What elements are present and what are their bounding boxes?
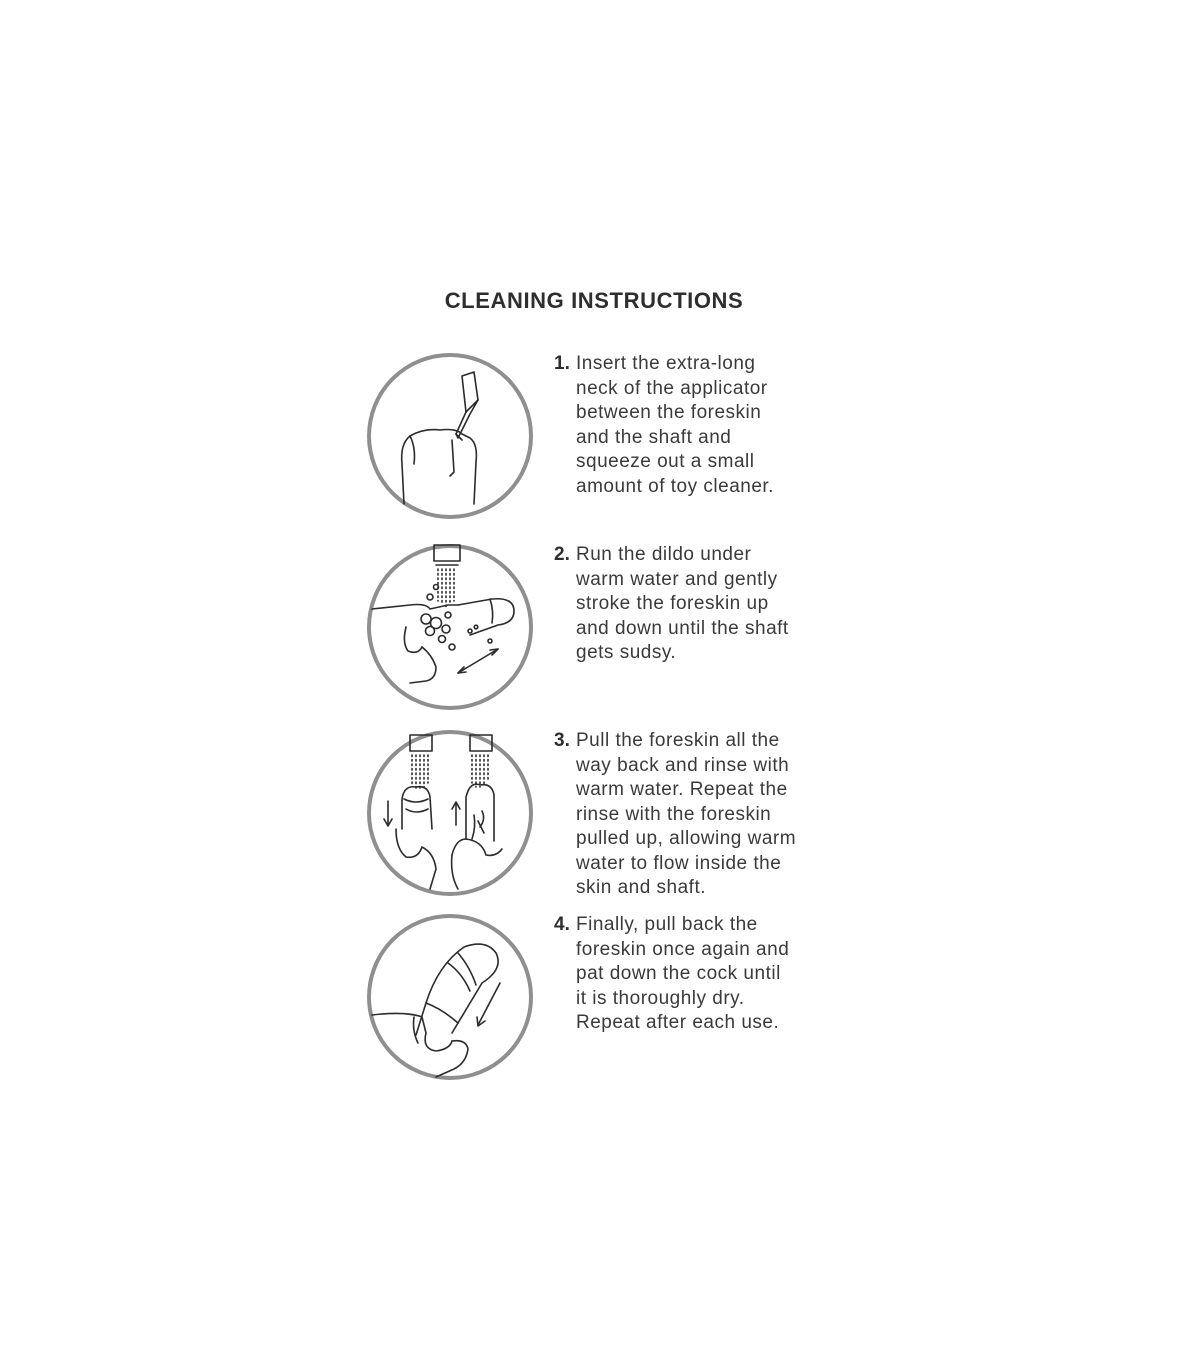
- step-line: squeeze out a small: [576, 451, 755, 472]
- step-line: and down until the shaft: [576, 617, 789, 639]
- step-number: 1.: [554, 353, 570, 374]
- page-title: CLEANING INSTRUCTIONS: [444, 288, 744, 313]
- step-line: pat down the cock until: [576, 963, 781, 984]
- step-line: warm water and gently: [576, 568, 778, 590]
- step-line: way back and rinse with: [576, 754, 790, 776]
- pat-dry-illustration: [366, 913, 534, 1081]
- step-line: it is thoroughly dry.: [576, 987, 745, 1009]
- step-text: [576, 543, 836, 666]
- step-line: foreskin once again and: [576, 938, 790, 960]
- step-line: Finally, pull back the: [576, 914, 758, 935]
- step-line: water to flow inside the: [576, 852, 782, 874]
- step-line: gets sudsy.: [576, 642, 677, 663]
- step-line: stroke the foreskin up: [576, 593, 769, 614]
- step-text: [576, 352, 836, 499]
- step-line: Insert the extra-long: [576, 353, 756, 374]
- step-line: skin and shaft.: [576, 877, 707, 898]
- step-line: Repeat after each use.: [576, 1012, 780, 1033]
- step-line: between the foreskin: [576, 402, 762, 423]
- step-text: [576, 913, 836, 1036]
- rinse-foreskin-illustration: [366, 729, 534, 897]
- step-line: neck of the applicator: [576, 377, 768, 399]
- step-line: pulled up, allowing warm: [576, 828, 797, 849]
- step-number: 3.: [554, 730, 570, 751]
- applicator-insert-illustration: [366, 352, 534, 520]
- wash-under-water-illustration: [366, 543, 534, 711]
- step-number: 2.: [554, 544, 570, 565]
- step-line: Pull the foreskin all the: [576, 730, 780, 751]
- step-line: and the shaft and: [576, 426, 732, 448]
- step-line: warm water. Repeat the: [576, 779, 788, 800]
- step-line: Run the dildo under: [576, 544, 752, 565]
- step-number: 4.: [554, 914, 570, 935]
- step-line: rinse with the foreskin: [576, 803, 772, 825]
- step-text: [576, 729, 836, 901]
- step-line: amount of toy cleaner.: [576, 475, 774, 497]
